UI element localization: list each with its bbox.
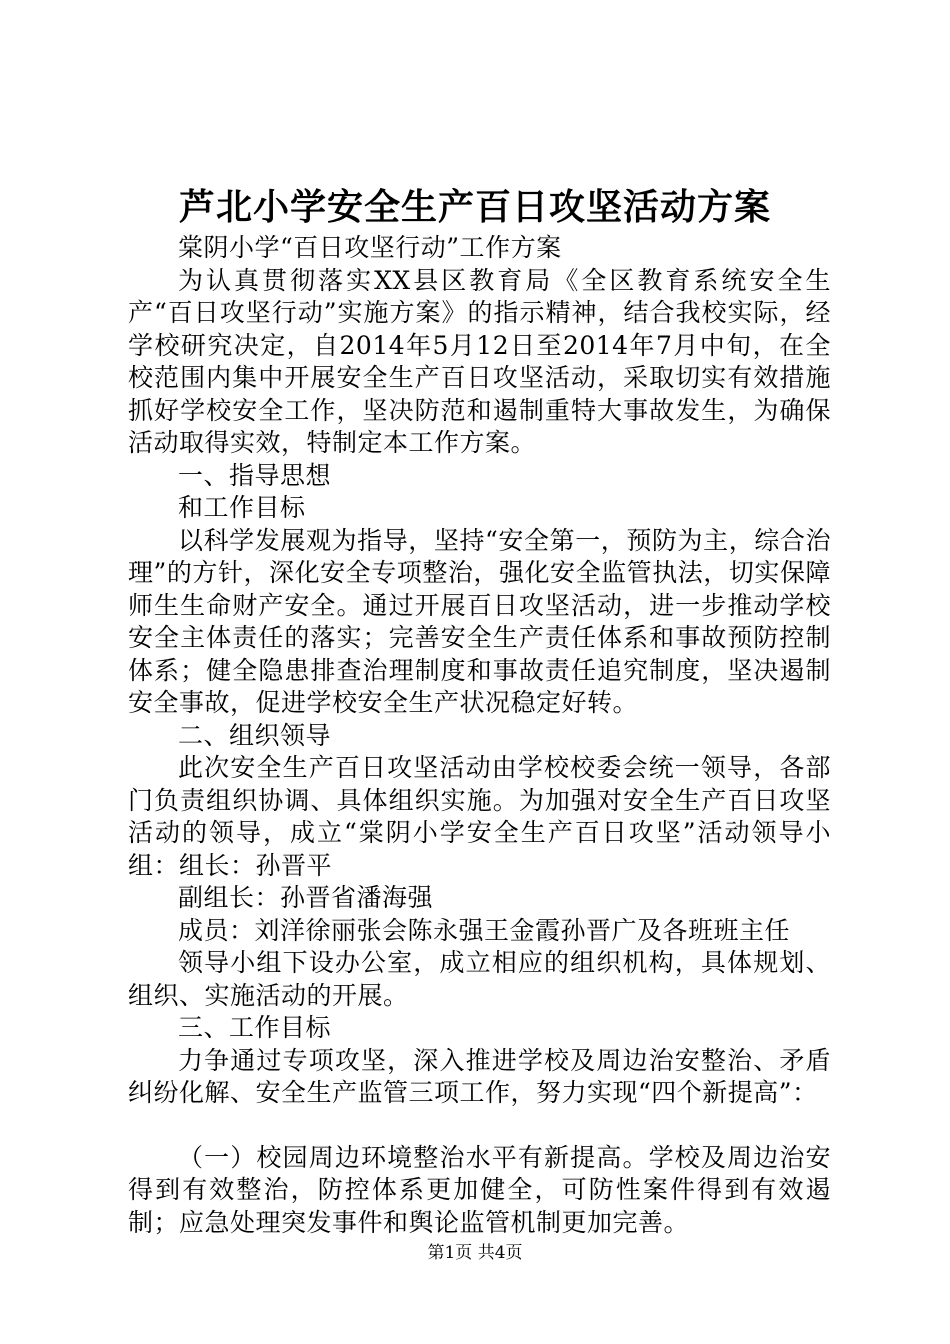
section-heading-3: 三、工作目标 — [178, 1013, 332, 1042]
deputy-leaders-line: 副组长：孙晋省潘海强 — [178, 883, 434, 912]
office-paragraph: 领导小组下设办公室，成立相应的组织机构，具体规划、组织、实施活动的开展。 — [128, 948, 831, 1010]
intro-paragraph: 为认真贯彻落实XX县区教育局《全区教育系统安全生产“百日攻坚行动”实施方案》的指示精神，结合我校实际，经学校研究决定，自2014年5月12日至2014年7月中旬，在全校范围内集中开展安全生产百日攻坚活动，采取切实有效措施抓好学校安全工作，坚决防范和遏制重特大事故发生，为确保活动取得实效，特制定本工作方案。 — [128, 265, 831, 457]
page-footer: 第1页 共4页 — [427, 1243, 523, 1263]
guiding-paragraph: 以科学发展观为指导，坚持“安全第一，预防为主，综合治理”的方针，深化安全专项整治，强化安全监管执法，切实保障师生生命财产安全。通过开展百日攻坚活动，进一步推动学校安全主体责任的落实；完善安全生产责任体系和事故预防控制体系；健全隐患排查治理制度和事故责任追究制度，坚决遏制安全事故，促进学校安全生产状况稳定好转。 — [128, 525, 831, 717]
subtitle-line: 棠阴小学“百日攻坚行动”工作方案 — [178, 233, 562, 262]
members-line: 成员：刘洋徐丽张会陈永强王金霞孙晋广及各班班主任 — [178, 915, 791, 945]
section-heading-1-cont: 和工作目标 — [178, 493, 306, 522]
leadership-paragraph: 此次安全生产百日攻坚活动由学校校委会统一领导，各部门负责组织协调、具体组织实施。为加强对安全生产百日攻坚活动的领导，成立“棠阴小学安全生产百日攻坚”活动领导小组：组长：孙晋平 — [128, 753, 831, 880]
document-body — [128, 232, 831, 1239]
section-heading-1: 一、指导思想 — [178, 460, 332, 490]
goal-item-1: （一）校园周边环境整治水平有新提高。学校及周边治安得到有效整治，防控体系更加健全，可防性案件得到有效遏制；应急处理突发事件和舆论监管机制更加完善。 — [128, 1142, 831, 1237]
goals-paragraph: 力争通过专项攻坚，深入推进学校及周边治安整治、矛盾纠纷化解、安全生产监管三项工作，努力实现“四个新提高”： — [128, 1045, 831, 1107]
document-title: 芦北小学安全生产百日攻坚活动方案 — [178, 186, 771, 228]
section-heading-2: 二、组织领导 — [178, 720, 332, 750]
